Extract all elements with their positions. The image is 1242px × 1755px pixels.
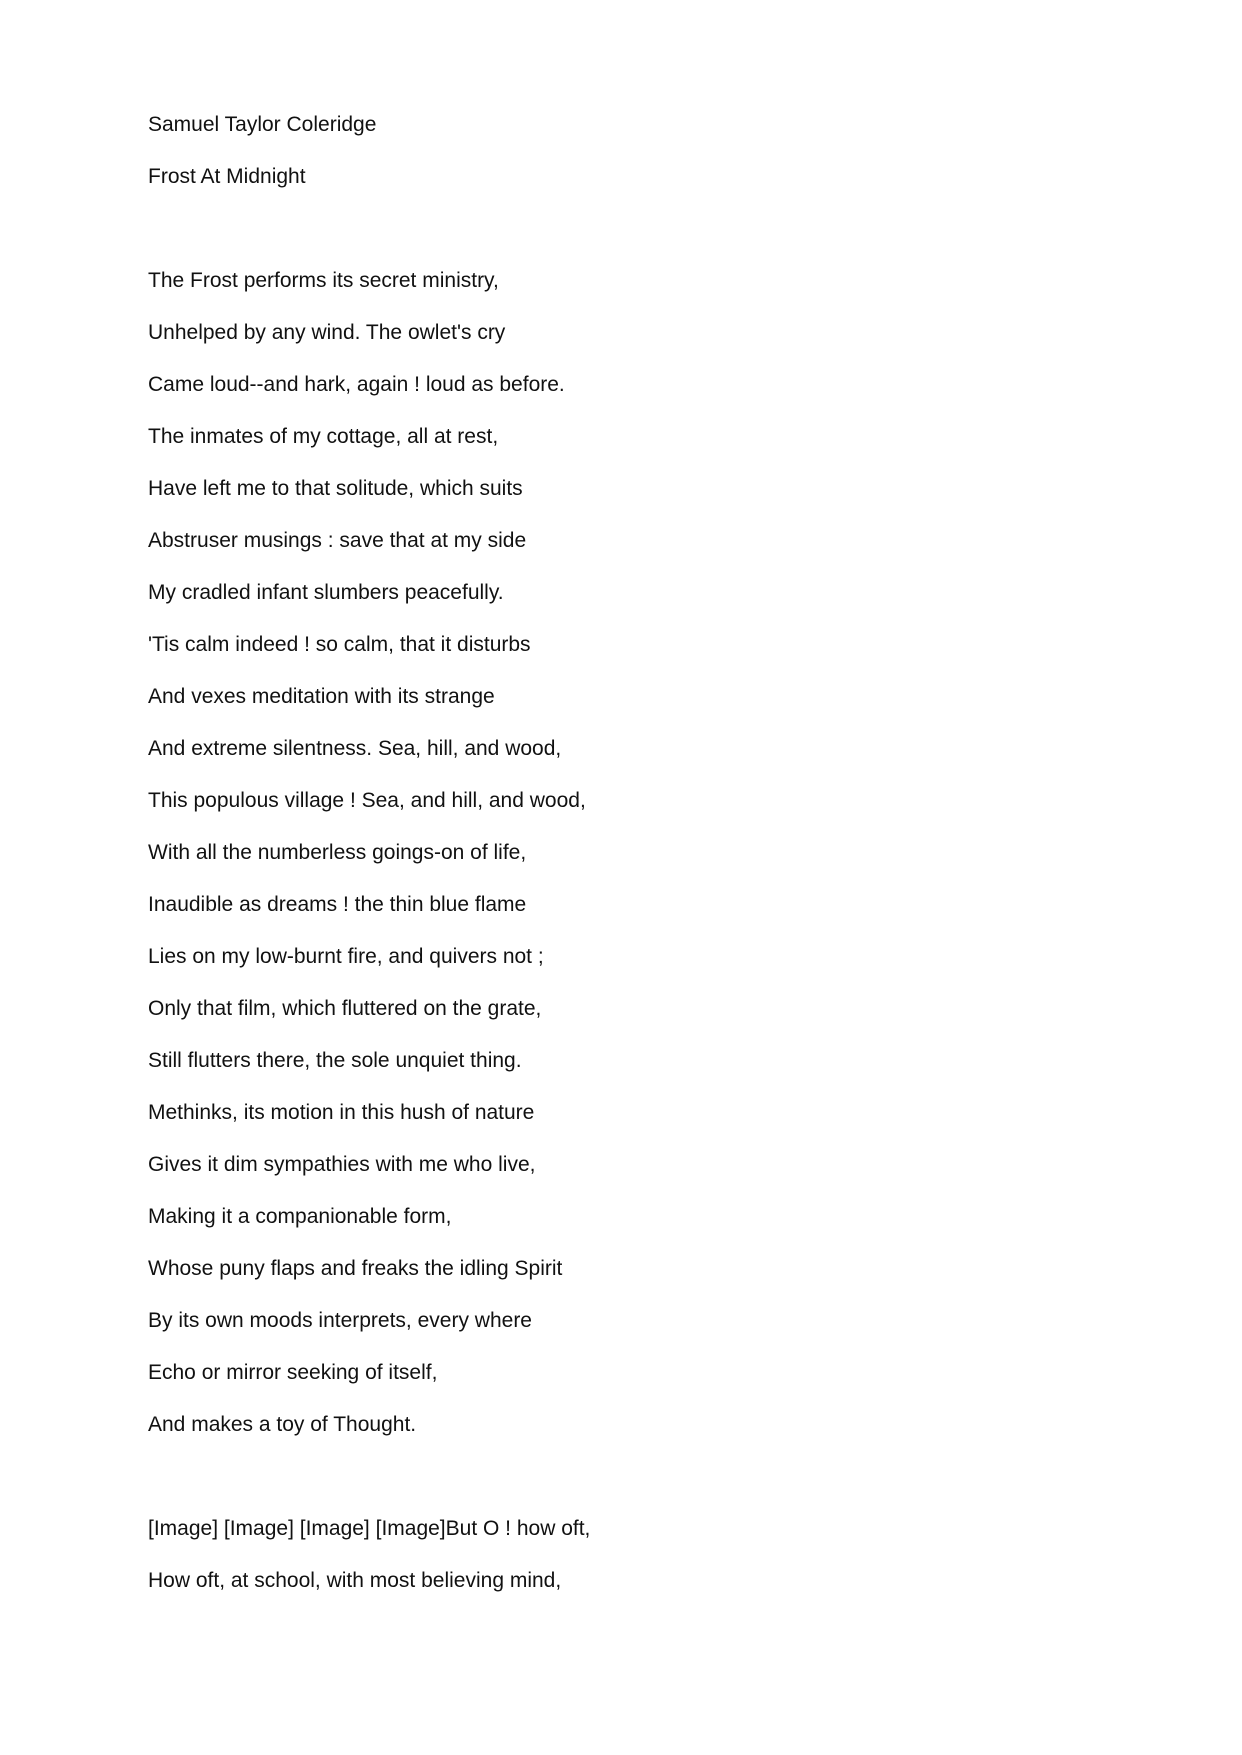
poem-line: My cradled infant slumbers peacefully. [148,581,504,604]
poem-line: Gives it dim sympathies with me who live, [148,1153,536,1176]
poem-line: Inaudible as dreams ! the thin blue flame [148,893,527,916]
poem-line: 'Tis calm indeed ! so calm, that it disturbs [148,633,531,656]
poem-line: [Image] [Image] [Image] [Image]But O ! how oft, [148,1517,591,1540]
stanza-1 [148,268,1148,1438]
poem-title: Frost At Midnight [148,165,306,188]
poem-line: Echo or mirror seeking of itself, [148,1361,438,1384]
poem-line: Making it a companionable form, [148,1205,452,1228]
poem-line: Methinks, its motion in this hush of nature [148,1101,535,1124]
poem-line: And vexes meditation with its strange [148,685,495,708]
stanza-2 [148,1516,1148,1594]
document-page [148,112,1148,1594]
poem-line: Whose puny flaps and freaks the idling Spirit [148,1257,563,1280]
poem-line: The Frost performs its secret ministry, [148,269,499,292]
poem-line: Only that film, which fluttered on the grate, [148,997,542,1020]
poem-line: Lies on my low-burnt fire, and quivers not ; [148,945,544,968]
poem-line: Unhelped by any wind. The owlet's cry [148,321,506,344]
poem-line: And makes a toy of Thought. [148,1413,417,1436]
poem-line: With all the numberless goings-on of life, [148,841,527,864]
poem-line: The inmates of my cottage, all at rest, [148,425,499,448]
author-name: Samuel Taylor Coleridge [148,113,377,136]
poem-line: Have left me to that solitude, which suits [148,477,523,500]
poem-line: By its own moods interprets, every where [148,1309,532,1332]
poem-line: Still flutters there, the sole unquiet thing. [148,1049,522,1072]
poem-line: And extreme silentness. Sea, hill, and wood, [148,737,562,760]
poem-line: Abstruser musings : save that at my side [148,529,527,552]
poem-line: How oft, at school, with most believing mind, [148,1569,562,1592]
poem-line: Came loud--and hark, again ! loud as before. [148,373,565,396]
poem-line: This populous village ! Sea, and hill, and wood, [148,789,586,812]
